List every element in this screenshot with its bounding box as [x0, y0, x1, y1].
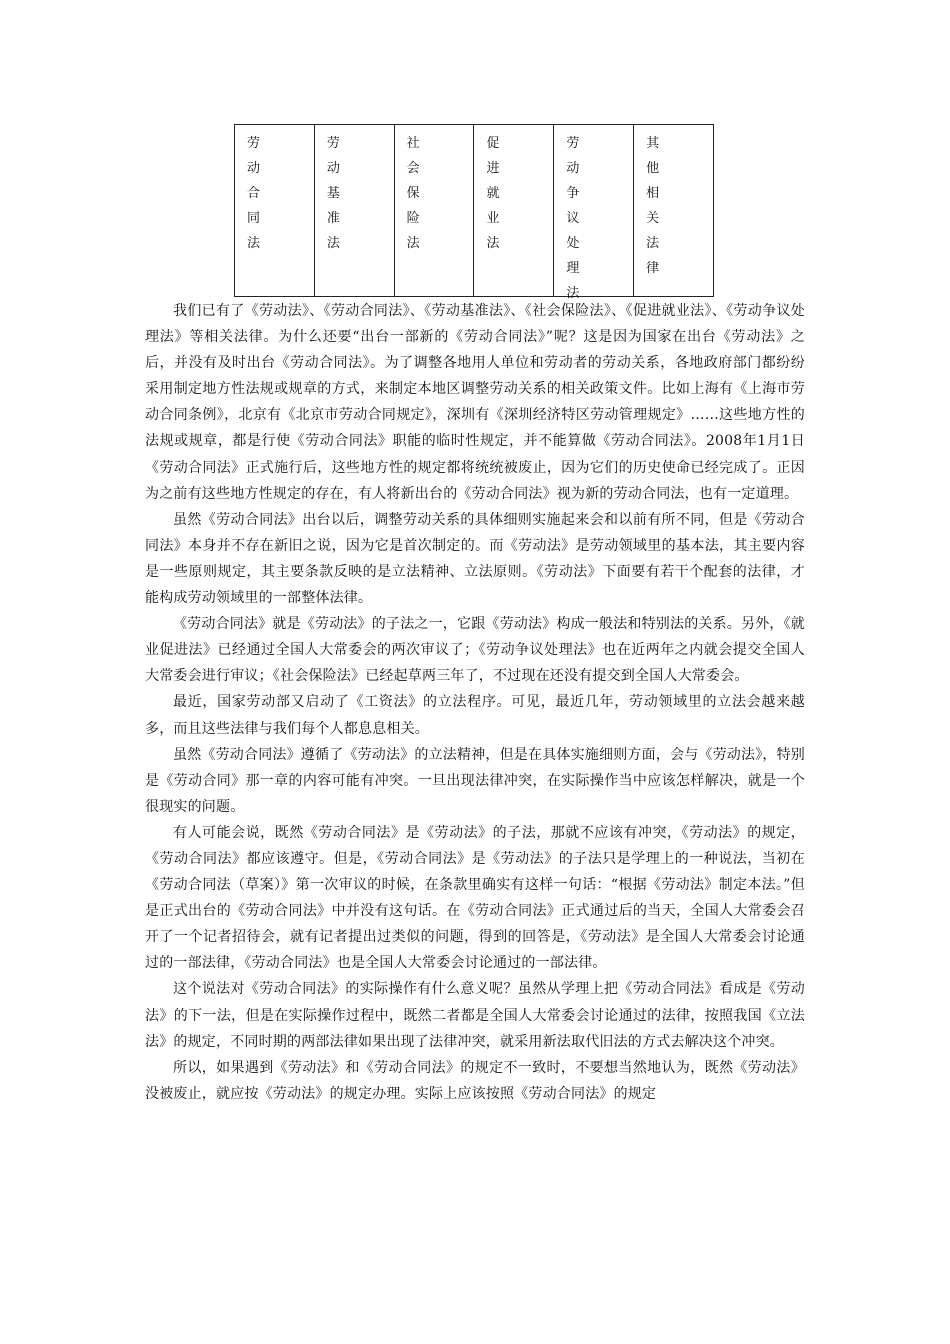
- table-cell-char: 议: [566, 211, 580, 226]
- table-cell-char: 就: [486, 186, 500, 201]
- table-cell-labor-contract-law: [235, 125, 315, 296]
- table-cell-char: 会: [406, 161, 420, 176]
- law-structure-table: [234, 124, 714, 301]
- paragraph: 《劳动合同法》就是《劳动法》的子法之一，它跟《劳动法》构成一般法和特别法的关系。另外，《就业促进法》已经通过全国人大常委会的两次审议了；《劳动争议处理法》也在近两年之内就会提交全国人大常委会进行审议；《社会保险法》已经起草两三年了，不过现在还没有提交到全国人大常委会。: [145, 616, 805, 685]
- table-cell-char: 保: [406, 186, 420, 201]
- paragraph: 最近，国家劳动部又启动了《工资法》的立法程序。可见，最近几年，劳动领域里的立法会越来越多，而且这些法律与我们每个人都息息相关。: [145, 694, 805, 737]
- table-cell-char: 争: [566, 186, 580, 201]
- table-cell-char: 促: [486, 136, 500, 151]
- table-cell-employment-promotion-law: [474, 125, 554, 296]
- table-cell-char: 动: [247, 161, 261, 176]
- table-cell-char: 业: [486, 211, 500, 226]
- table-cell-char: 合: [247, 186, 261, 201]
- table-cell-char: 基: [326, 186, 340, 201]
- table-cell-char: 法: [406, 236, 420, 251]
- table-cell-char: 准: [326, 211, 340, 226]
- table-cell-char: 险: [406, 211, 420, 226]
- table-cell-char: 法: [566, 286, 580, 301]
- table-cell-char: 社: [406, 136, 420, 151]
- table-cell-char: 法: [486, 236, 500, 251]
- table-cell-char: 劳: [326, 136, 340, 151]
- table-cell-char: 关: [646, 211, 660, 226]
- table-cell-char: 动: [326, 161, 340, 176]
- table-cell-labor-standards-law: [315, 125, 395, 296]
- paragraph: 有人可能会说，既然《劳动合同法》是《劳动法》的子法，那就不应该有冲突，《劳动法》的规定，《劳动合同法》都应该遵守。但是，《劳动合同法》是《劳动法》的子法只是学理上的一种说法，当初在《劳动合同法（草案）》第一次审议的时候，在条款里确实有这样一句话：“根据《劳动法》制定本法。”但是正式出台的《劳动合同法》中并没有这句话。在《劳动合同法》正式通过后的当天，全国人大常委会召开了一个记者招待会，就有记者提出过类似的问题，得到的回答是，《劳动法》是全国人大常委会讨论通过的一部法律，《劳动合同法》也是全国人大常委会讨论通过的一部法律。: [145, 824, 805, 972]
- table-cell-char: 他: [646, 161, 660, 176]
- table-cell-char: 同: [247, 211, 261, 226]
- paragraph: 虽然《劳动合同法》出台以后，调整劳动关系的具体细则实施起来会和以前有所不同，但是《劳动合同法》本身并不存在新旧之说，因为它是首次制定的。而《劳动法》是劳动领域里的基本法，其主要内容是一些原则规定，其主要条款反映的是立法精神、立法原则。《劳动法》下面要有若干个配套的法律，才能构成劳动领域里的一部整体法律。: [145, 511, 805, 607]
- table-cell-char: 律: [646, 261, 660, 276]
- table-cell-char: 劳: [566, 136, 580, 151]
- table-cell-social-insurance-law: [395, 125, 475, 296]
- paragraph: 所以，如果遇到《劳动法》和《劳动合同法》的规定不一致时，不要想当然地认为，既然《劳动法》没被废止，就应按《劳动法》的规定办理。实际上应该按照《劳动合同法》的规定: [145, 1059, 805, 1102]
- table-cell-labor-dispute-law: [554, 125, 634, 301]
- table-cell-other-laws: [634, 125, 713, 296]
- table-cell-char: 处: [566, 236, 580, 251]
- table-cell-char: 动: [566, 161, 580, 176]
- table-cell-char: 理: [566, 261, 580, 276]
- paragraph: 虽然《劳动合同法》遵循了《劳动法》的立法精神，但是在具体实施细则方面，会与《劳动法》，特别是《劳动合同》那一章的内容可能有冲突。一旦出现法律冲突，在实际操作当中应该怎样解决，就是一个很现实的问题。: [145, 746, 805, 815]
- paragraph: 我们已有了《劳动法》、《劳动合同法》、《劳动基准法》、《社会保险法》、《促进就业法》、《劳动争议处理法》等相关法律。为什么还要“出台一部新的《劳动合同法》”呢？这是因为国家在出台《劳动法》之后，并没有及时出台《劳动合同法》。为了调整各地用人单位和劳动者的劳动关系，各地政府部门都纷纷采用制定地方性法规或规章的方式，来制定本地区调整劳动关系的相关政策文件。比如上海有《上海市劳动合同条例》，北京有《北京市劳动合同规定》，深圳有《深圳经济特区劳动管理规定》……这些地方性的法规或规章，都是行使《劳动合同法》职能的临时性规定，并不能算做《劳动合同法》。2008年1月1日《劳动合同法》正式施行后，这些地方性的规定都将统统被废止，因为它们的历史使命已经完成了。正因为之前有这些地方性规定的存在，有人将新出台的《劳动合同法》视为新的劳动合同法，也有一定道理。: [145, 303, 805, 502]
- table-cell-char: 劳: [247, 136, 261, 151]
- paragraph: 这个说法对《劳动合同法》的实际操作有什么意义呢？虽然从学理上把《劳动合同法》看成是《劳动法》的下一法，但是在实际操作过程中，既然二者都是全国人大常委会讨论通过的法律，按照我国《立法法》的规定，不同时期的两部法律如果出现了法律冲突，就采用新法取代旧法的方式去解决这个冲突。: [145, 981, 805, 1050]
- table-cell-char: 法: [646, 236, 660, 251]
- table-cell-char: 其: [646, 136, 660, 151]
- table-cell-char: 相: [646, 186, 660, 201]
- table-cell-char: 法: [326, 236, 340, 251]
- table-cell-char: 进: [486, 161, 500, 176]
- table-cell-char: 法: [247, 236, 261, 251]
- body-text: [145, 298, 805, 1107]
